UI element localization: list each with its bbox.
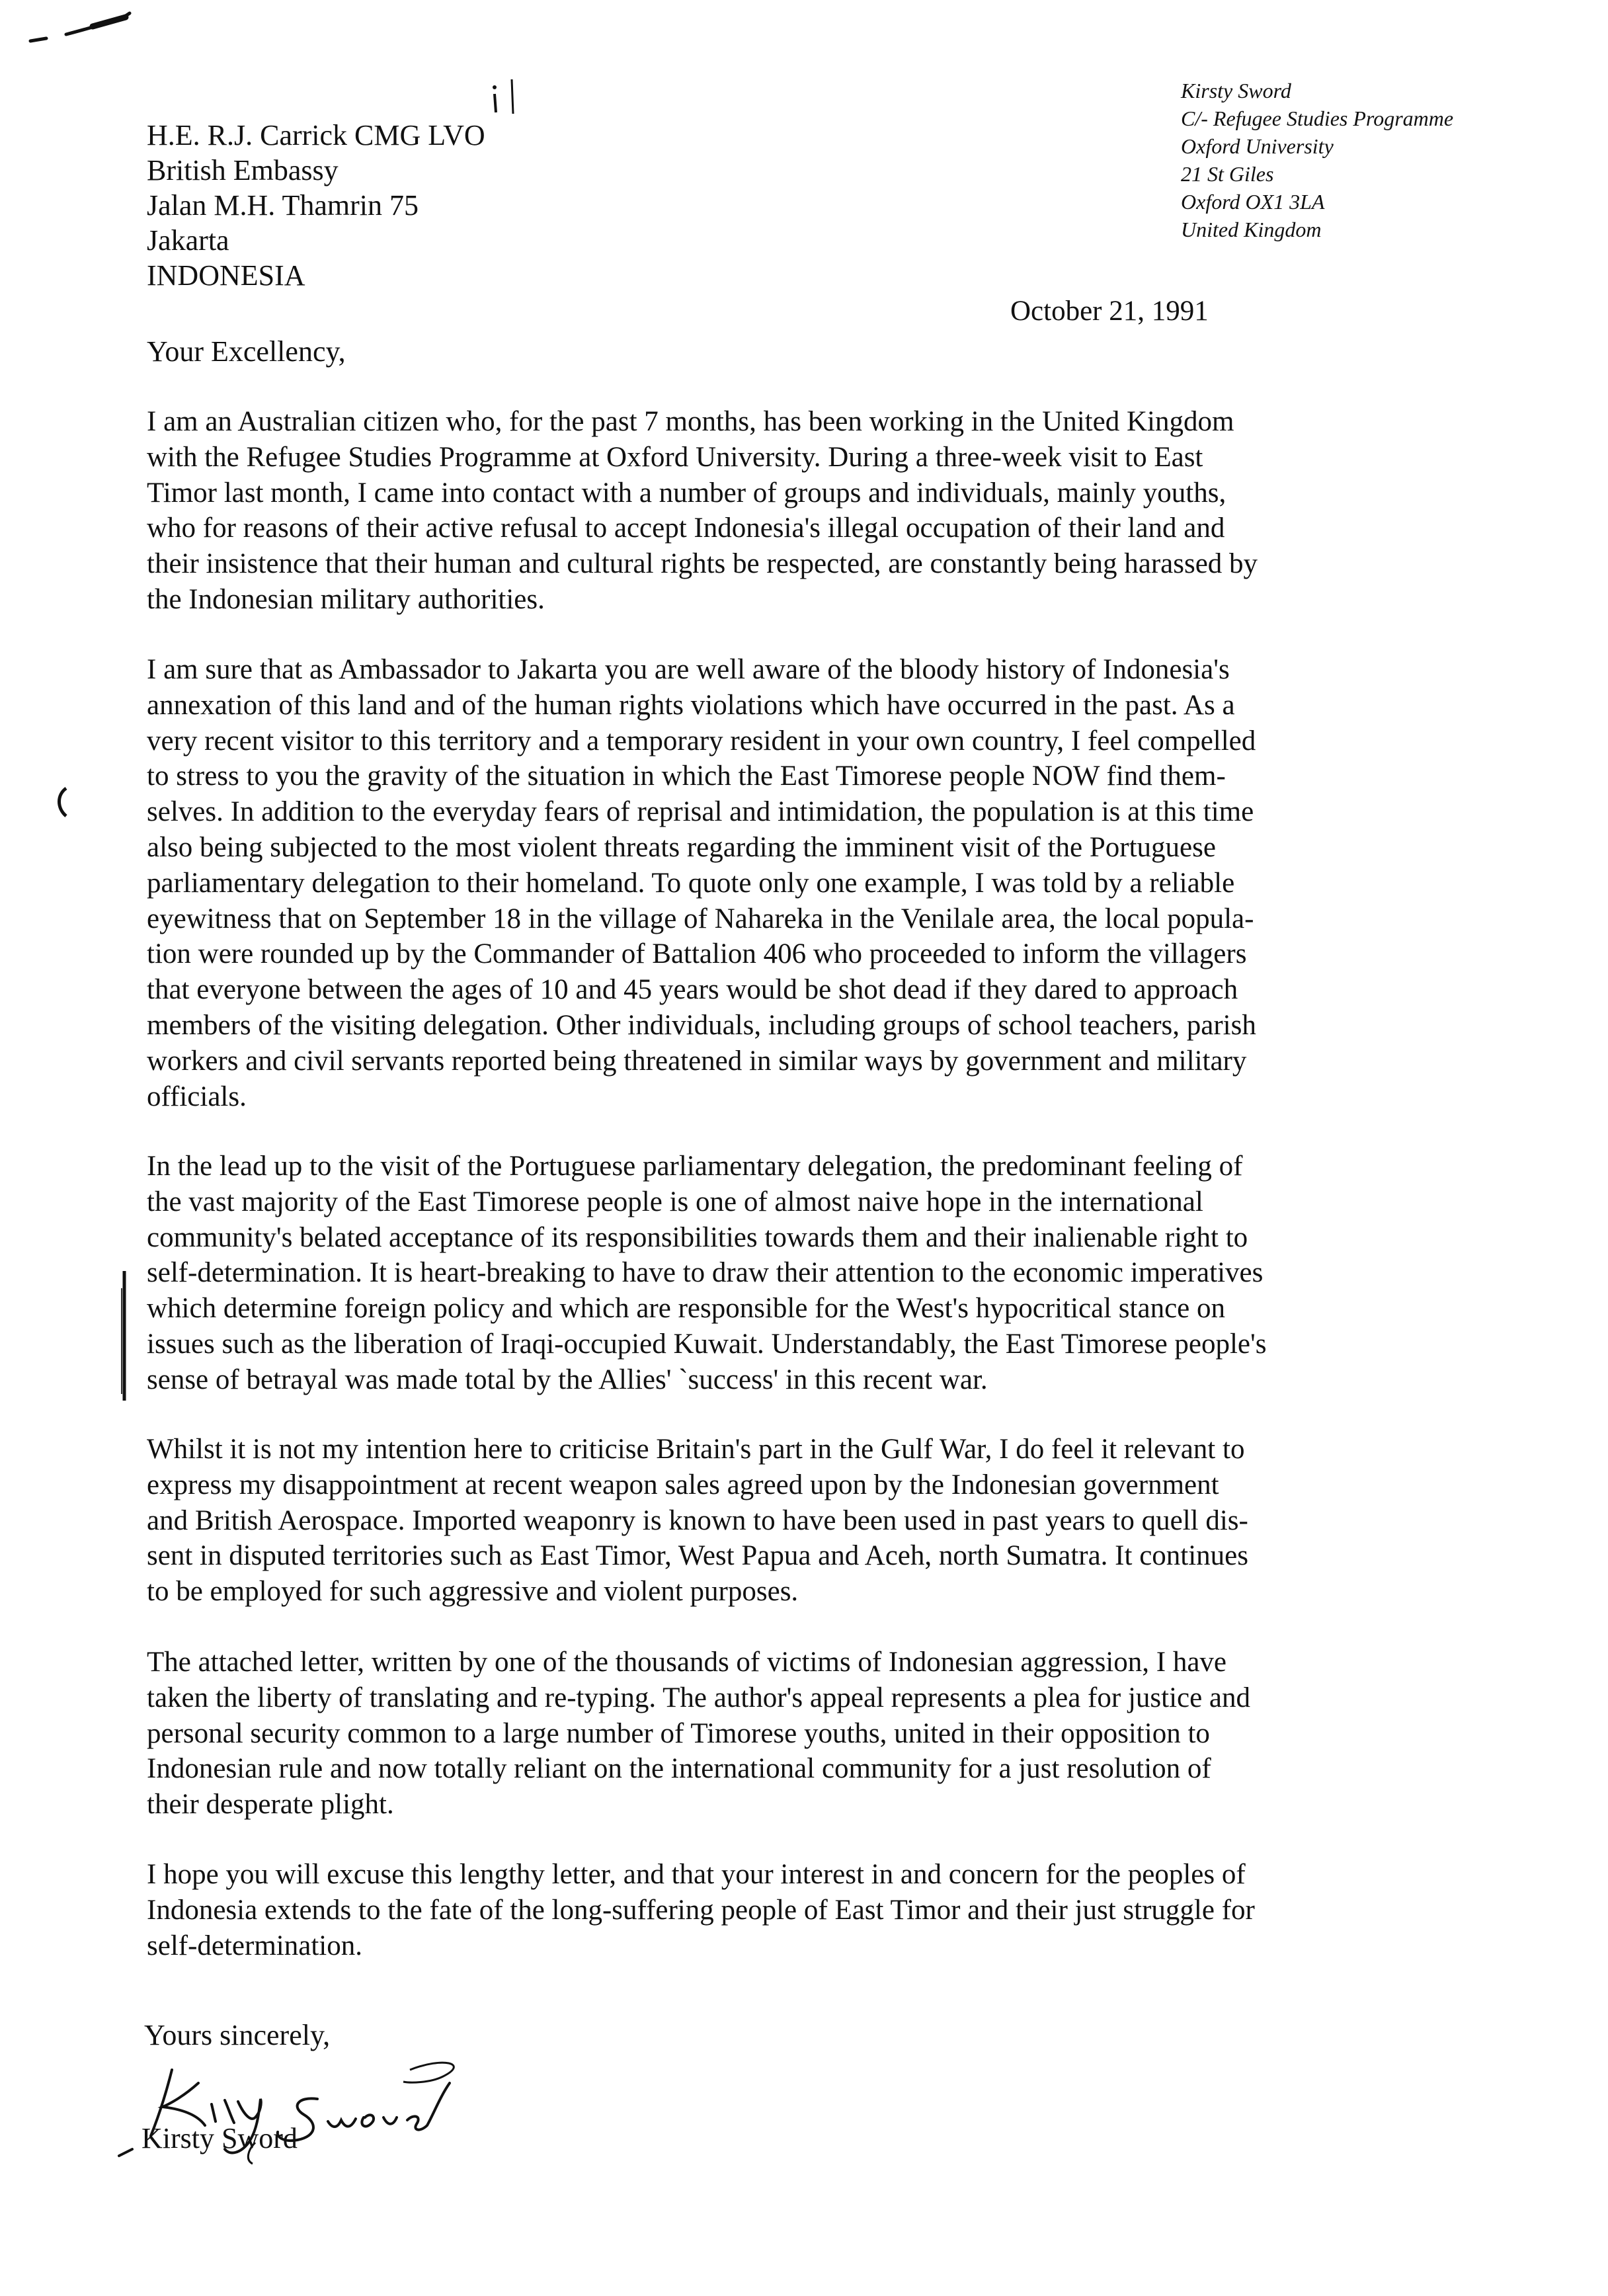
paragraph-5 [147,1645,1482,1823]
body-line: Timor last month, I came into contact with a number of groups and individuals, mainly youths, [147,477,1226,509]
body-line: I am an Australian citizen who, for the past 7 months, has been working in the United Kingdom [147,406,1234,437]
sender-line: Kirsty Sword [1181,79,1291,102]
body-line: very recent visitor to this territory and a temporary resident in your own country, I feel compelled [147,725,1256,757]
body-line: selves. In addition to the everyday fears of reprisal and intimidation, the population is at this time [147,796,1254,828]
body-line: issues such as the liberation of Iraqi-occupied Kuwait. Understandably, the East Timorese people's [147,1328,1267,1360]
body-line: I am sure that as Ambassador to Jakarta you are well aware of the bloody history of Indonesia's [147,654,1230,685]
body-line: I hope you will excuse this lengthy letter, and that your interest in and concern for the peoples of [147,1859,1246,1890]
recipient-address [147,118,485,293]
body-line: parliamentary delegation to their homeland. To quote only one example, I was told by a reliable [147,867,1235,899]
body-line: which determine foreign policy and which are responsible for the West's hypocritical stance on [147,1293,1225,1325]
letter-date: October 21, 1991 [1010,296,1209,327]
pen-stroke-mark [26,7,139,46]
body-line: sense of betrayal was made total by the Allies' `success' in this recent war. [147,1364,988,1395]
recipient-line: Jalan M.H. Thamrin 75 [147,189,419,222]
body-line: Whilst it is not my intention here to criticise Britain's part in the Gulf War, I do feel it relevant to [147,1434,1245,1465]
body-line: tion were rounded up by the Commander of Battalion 406 who proceeded to inform the villagers [147,938,1247,970]
body-line: and British Aerospace. Imported weaponry is known to have been used in past years to quell dis- [147,1504,1248,1536]
sender-line: Oxford University [1181,134,1334,158]
sender-address [1181,77,1453,243]
body-line: with the Refugee Studies Programme at Oxford University. During a three-week visit to East [147,441,1203,473]
ink-tick-marks [489,74,529,120]
paragraph-3 [147,1149,1482,1398]
body-line: sent in disputed territories such as East Timor, West Papua and Aceh, north Sumatra. It continues [147,1540,1248,1572]
body-line: express my disappointment at recent weapon sales agreed upon by the Indonesian government [147,1469,1219,1500]
body-line: to be employed for such aggressive and violent purposes. [147,1576,799,1608]
paragraph-6 [147,1857,1482,1963]
recipient-line: British Embassy [147,154,339,186]
body-line: personal security common to a large number of Timorese youths, united in their opposition to [147,1717,1210,1749]
body-line: the vast majority of the East Timorese people is one of almost naive hope in the international [147,1186,1203,1217]
body-line: In the lead up to the visit of the Portuguese parliamentary delegation, the predominant feeling of [147,1151,1243,1182]
body-line: annexation of this land and of the human rights violations which have occurred in the past. As a [147,689,1235,721]
body-line: eyewitness that on September 18 in the village of Nahareka in the Venilale area, the local popula- [147,903,1254,934]
body-line: Indonesia extends to the fate of the long-suffering people of East Timor and their just struggle for [147,1894,1255,1926]
recipient-line: Jakarta [147,224,229,257]
paragraph-1 [147,404,1482,618]
body-line: the Indonesian military authorities. [147,583,545,615]
signer-name: Kirsty Sword [141,2122,298,2154]
margin-bracket-mark [52,786,71,819]
body-line: self-determination. [147,1930,362,1961]
body-line: taken the liberty of translating and re-typing. The author's appeal represents a plea for justice and [147,1682,1251,1713]
sender-line: United Kingdom [1181,218,1322,241]
body-line: self-determination. It is heart-breaking to have to draw their attention to the economic imperatives [147,1257,1264,1289]
margin-line-mark [116,1268,132,1407]
body-line: members of the visiting delegation. Other individuals, including groups of school teachers, parish [147,1009,1256,1041]
body-line: officials. [147,1081,247,1112]
sender-line: C/- Refugee Studies Programme [1181,106,1454,130]
recipient-line: H.E. R.J. Carrick CMG LVO [147,119,485,151]
paragraph-4 [147,1432,1482,1610]
body-line: workers and civil servants reported being threatened in similar ways by government and military [147,1045,1247,1077]
body-line: Indonesian rule and now totally reliant on the international community for a just resolution of [147,1753,1211,1785]
sender-line: 21 St Giles [1181,162,1274,186]
body-line: The attached letter, written by one of the thousands of victims of Indonesian aggression, I have [147,1647,1226,1678]
body-line: community's belated acceptance of its responsibilities towards them and their inalienable right to [147,1221,1248,1253]
sender-line: Oxford OX1 3LA [1181,190,1325,214]
body-line: who for reasons of their active refusal to accept Indonesia's illegal occupation of their land and [147,512,1225,544]
paragraph-2 [147,652,1482,1114]
closing: Yours sincerely, [144,2019,331,2051]
salutation: Your Excellency, [147,335,346,368]
recipient-line: INDONESIA [147,259,305,292]
body-line: their desperate plight. [147,1789,394,1821]
body-line: their insistence that their human and cultural rights be respected, are constantly being harassed by [147,548,1258,580]
body-line: that everyone between the ages of 10 and 45 years would be shot dead if they dared to approach [147,974,1238,1006]
body-line: also being subjected to the most violent threats regarding the imminent visit of the Portuguese [147,831,1216,863]
body-line: to stress to you the gravity of the situation in which the East Timorese people NOW find them- [147,760,1226,792]
